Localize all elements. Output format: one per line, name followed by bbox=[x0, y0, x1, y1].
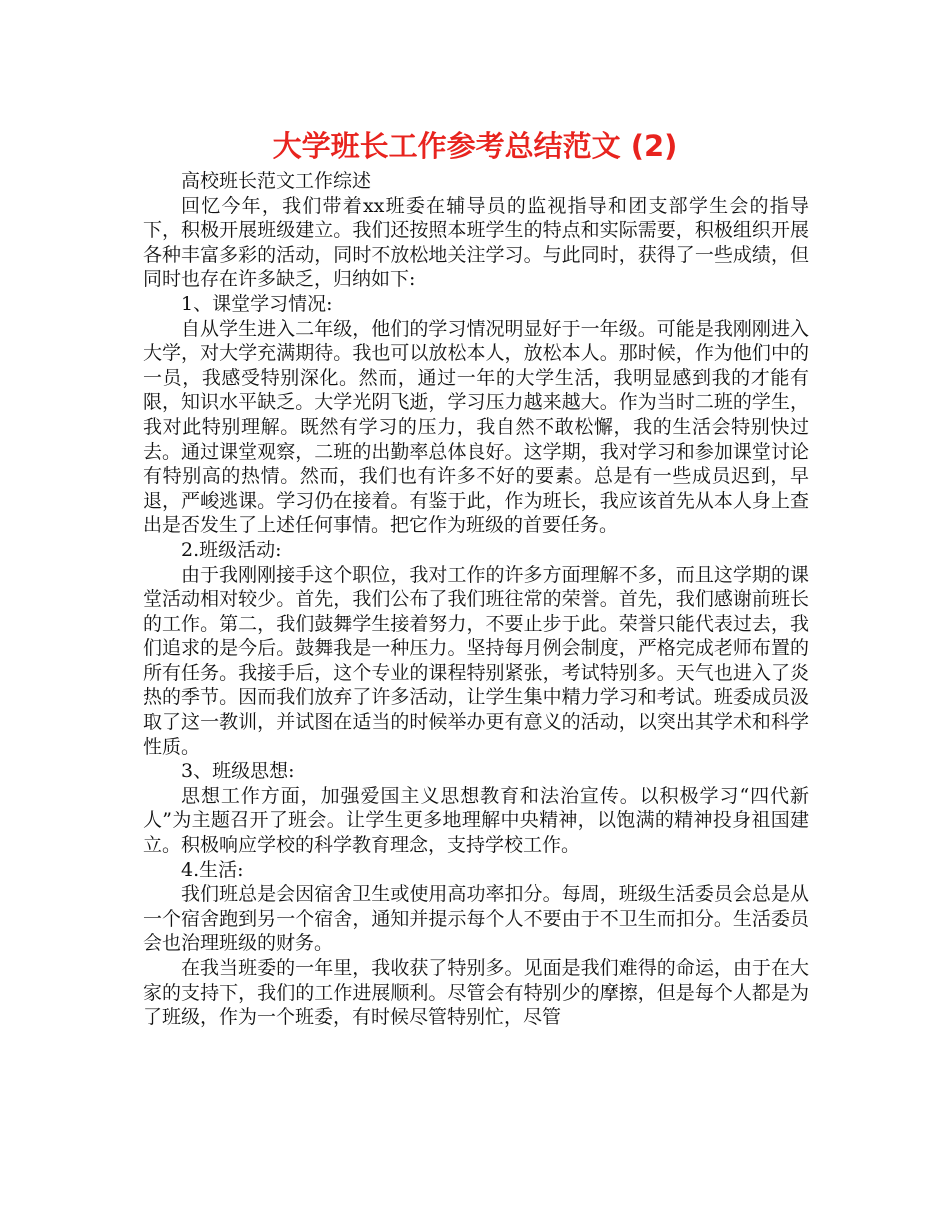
paragraph-intro: 回忆今年，我们带着xx班委在辅导员的监视指导和团支部学生会的指导下，积极开展班级建立。我们还按照本班学生的特点和实际需要，积极组织开展各种丰富多彩的活动，同时不放松地关注学习。与此同时，获得了一些成绩，但同时也存在许多缺乏，归纳如下: bbox=[143, 194, 809, 291]
paragraph-life: 我们班总是会因宿舍卫生或使用高功率扣分。每周，班级生活委员会总是从一个宿舍跑到另一个宿舍，通知并提示每个人不要由于不卫生而扣分。生活委员会也治理班级的财务。 bbox=[143, 883, 809, 955]
section-heading-class-thought: 3、班级思想: bbox=[181, 760, 295, 783]
section-heading-classroom-study: 1、课堂学习情况: bbox=[181, 292, 333, 315]
paragraph-classroom-study: 自从学生进入二年级，他们的学习情况明显好于一年级。可能是我刚刚进入大学，对大学充满期待。我也可以放松本人，放松本人。那时候，作为他们中的一员，我感受特别深化。然而，通过一年的大学生活，我明显感到我的才能有限，知识水平缺乏。大学光阴飞逝，学习压力越来越大。作为当时二班的学生，我对此特别理解。既然有学习的压力，我自然不敢松懈，我的生活会特别快过去。通过课堂观察，二班的出勤率总体良好。这学期，我对学习和参加课堂讨论有特别高的热情。然而，我们也有许多不好的要素。总是有一些成员迟到，早退，严峻逃课。学习仍在接着。有鉴于此，作为班长，我应该首先从本人身上查出是否发生了上述任何事情。把它作为班级的首要任务。 bbox=[143, 317, 809, 537]
section-heading-class-activities: 2.班级活动: bbox=[181, 538, 282, 561]
paragraph-class-thought: 思想工作方面，加强爱国主义思想教育和法治宣传。以积极学习“四代新人”为主题召开了班会。让学生更多地理解中央精神，以饱满的精神投身祖国建立。积极响应学校的科学教育理念，支持学校工作。 bbox=[143, 784, 809, 857]
paragraph-subtitle: 高校班长范文工作综述 bbox=[181, 170, 372, 192]
document-body bbox=[143, 169, 809, 1030]
section-heading-life: 4.生活: bbox=[181, 858, 244, 881]
paragraph-reflection: 在我当班委的一年里，我收获了特别多。见面是我们难得的命运，由于在大家的支持下，我们的工作进展顺利。尽管会有特别少的摩擦，但是每个人都是为了班级，作为一个班委，有时候尽管特别忙，尽管 bbox=[143, 957, 809, 1029]
paragraph-class-activities: 由于我刚刚接手这个职位，我对工作的许多方面理解不多，而且这学期的课堂活动相对较少。首先，我们公布了我们班往常的荣誉。首先，我们感谢前班长的工作。第二，我们鼓舞学生接着努力，不要止步于此。荣誉只能代表过去，我们追求的是今后。鼓舞我是一种压力。坚持每月例会制度，严格完成老师布置的所有任务。我接手后，这个专业的课程特别紧张，考试特别多。天气也进入了炎热的季节。因而我们放弃了许多活动，让学生集中精力学习和考试。班委成员汲取了这一教训，并试图在适当的时候举办更有意义的活动，以突出其学术和科学性质。 bbox=[143, 563, 809, 758]
document-title: 大学班长工作参考总结范文 (2) bbox=[272, 129, 678, 163]
